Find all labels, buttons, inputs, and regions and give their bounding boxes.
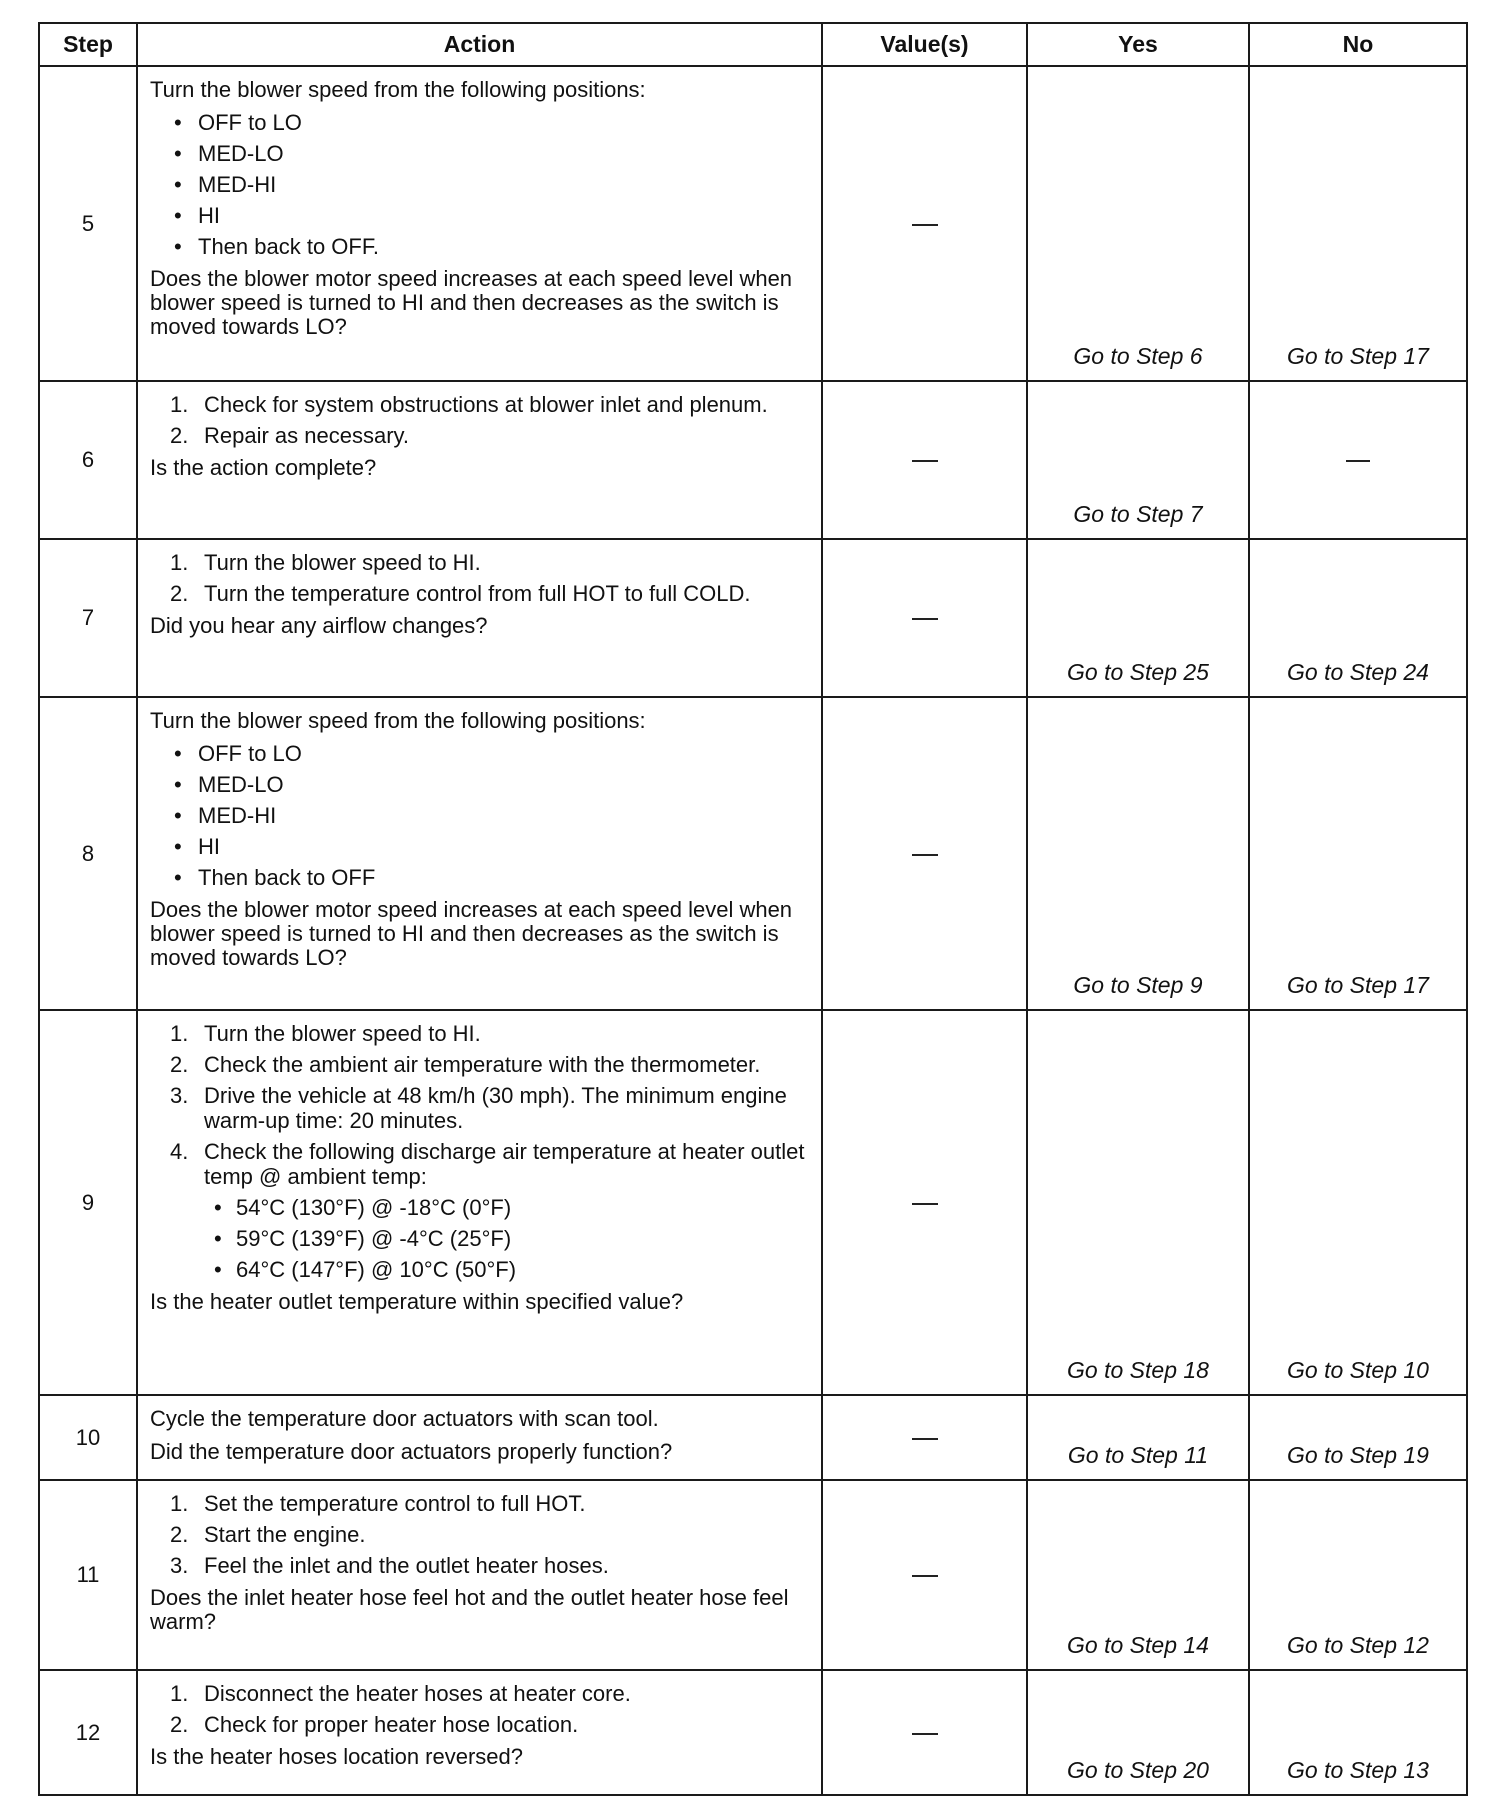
table-row (39, 697, 1467, 1010)
header-row (39, 23, 1467, 66)
value-cell (822, 1395, 1027, 1480)
value-dash (912, 1203, 938, 1205)
bullet-item: • Then back to OFF (174, 865, 376, 890)
table-row (39, 381, 1467, 539)
sub-bullet-item: • 59°C (139°F) @ -4°C (25°F) (214, 1226, 512, 1251)
numbered-item: 2. Check the ambient air temperature with the thermometer. (170, 1052, 761, 1077)
action-question: Is the heater hoses location reversed? (150, 1744, 524, 1769)
no-cell: Go to Step 17 (1249, 697, 1467, 1010)
bullet-item: • HI (174, 203, 220, 228)
action-question: Is the action complete? (150, 455, 377, 480)
value-dash (912, 224, 938, 226)
numbered-item: 1. Check for system obstructions at blower inlet and plenum. (170, 392, 768, 417)
value-cell (822, 1670, 1027, 1795)
numbered-item: 1. Disconnect the heater hoses at heater core. (170, 1681, 631, 1706)
step-number: 5 (39, 66, 137, 381)
table-row (39, 539, 1467, 697)
step-number: 12 (39, 1670, 137, 1795)
value-dash (912, 1575, 938, 1577)
value-cell (822, 66, 1027, 381)
value-dash (912, 618, 938, 620)
bullet-item: • MED-HI (174, 803, 277, 828)
yes-cell: Go to Step 18 (1027, 1010, 1249, 1395)
yes-cell: Go to Step 25 (1027, 539, 1249, 697)
action-cell (137, 1480, 822, 1670)
no-cell: Go to Step 17 (1249, 66, 1467, 381)
no-cell: Go to Step 19 (1249, 1395, 1467, 1480)
no-cell: Go to Step 10 (1249, 1010, 1467, 1395)
action-question: Does the blower motor speed increases at each speed level when blower speed is turned to HI and then decreases as the switch is moved towards LO? (150, 897, 793, 970)
bullet-item: • MED-LO (174, 772, 284, 797)
header-action: Action (137, 23, 822, 66)
step-number: 10 (39, 1395, 137, 1480)
value-cell (822, 1010, 1027, 1395)
action-question: Does the inlet heater hose feel hot and the outlet heater hose feel warm? (150, 1585, 789, 1634)
action-cell (137, 697, 822, 1010)
action-cell (137, 1395, 822, 1480)
value-dash (912, 1438, 938, 1440)
bullet-item: • OFF to LO (174, 110, 302, 135)
value-dash (912, 460, 938, 462)
yes-cell: Go to Step 11 (1027, 1395, 1249, 1480)
yes-cell: Go to Step 6 (1027, 66, 1249, 381)
no-cell: Go to Step 12 (1249, 1480, 1467, 1670)
value-dash (912, 854, 938, 856)
table-row (39, 1010, 1467, 1395)
table-row (39, 1395, 1467, 1480)
action-cell (137, 66, 822, 381)
step-number: 11 (39, 1480, 137, 1670)
step-number: 8 (39, 697, 137, 1010)
action-question: Is the heater outlet temperature within specified value? (150, 1289, 684, 1314)
action-cell (137, 1670, 822, 1795)
action-cell (137, 1010, 822, 1395)
sub-bullet-item: • 64°C (147°F) @ 10°C (50°F) (214, 1257, 517, 1282)
yes-cell: Go to Step 14 (1027, 1480, 1249, 1670)
numbered-item: 3. Feel the inlet and the outlet heater hoses. (170, 1553, 609, 1578)
bullet-item: • HI (174, 834, 220, 859)
value-cell (822, 539, 1027, 697)
action-intro: Turn the blower speed from the following positions: (150, 708, 646, 733)
table-row (39, 1480, 1467, 1670)
numbered-item: 1. Set the temperature control to full HOT. (170, 1491, 586, 1516)
numbered-item: 2. Check for proper heater hose location. (170, 1712, 579, 1737)
no-cell: Go to Step 24 (1249, 539, 1467, 697)
no-cell: Go to Step 13 (1249, 1670, 1467, 1795)
diagnostic-table (38, 22, 1468, 1796)
action-intro: Turn the blower speed from the following positions: (150, 77, 646, 102)
numbered-item: 2. Start the engine. (170, 1522, 366, 1547)
numbered-item: 2. Turn the temperature control from full HOT to full COLD. (170, 581, 751, 606)
action-cell (137, 381, 822, 539)
value-dash (912, 1733, 938, 1735)
value-cell (822, 697, 1027, 1010)
action-question: Does the blower motor speed increases at each speed level when blower speed is turned to HI and then decreases as the switch is moved towards LO? (150, 266, 793, 339)
yes-cell: Go to Step 7 (1027, 381, 1249, 539)
yes-cell: Go to Step 20 (1027, 1670, 1249, 1795)
action-question: Did you hear any airflow changes? (150, 613, 488, 638)
no-cell (1249, 381, 1467, 539)
header-values: Value(s) (822, 23, 1027, 66)
numbered-item: 3. Drive the vehicle at 48 km/h (30 mph). The minimum engine warm-up time: 20 minutes. (170, 1083, 787, 1133)
step-number: 9 (39, 1010, 137, 1395)
value-cell (822, 1480, 1027, 1670)
bullet-item: • MED-HI (174, 172, 277, 197)
header-no: No (1249, 23, 1467, 66)
numbered-item: 1. Turn the blower speed to HI. (170, 1021, 481, 1046)
no-dash (1346, 460, 1370, 462)
table-row (39, 66, 1467, 381)
header-step: Step (39, 23, 137, 66)
action-cell (137, 539, 822, 697)
numbered-item: 4. Check the following discharge air temperature at heater outlet temp @ ambient temp: (170, 1139, 805, 1189)
value-cell (822, 381, 1027, 539)
action-question: Did the temperature door actuators properly function? (150, 1439, 673, 1464)
action-line: Cycle the temperature door actuators with scan tool. (150, 1406, 659, 1431)
bullet-item: • MED-LO (174, 141, 284, 166)
step-number: 7 (39, 539, 137, 697)
numbered-item: 2. Repair as necessary. (170, 423, 410, 448)
sub-bullet-item: • 54°C (130°F) @ -18°C (0°F) (214, 1195, 512, 1220)
bullet-item: • OFF to LO (174, 741, 302, 766)
step-number: 6 (39, 381, 137, 539)
header-yes: Yes (1027, 23, 1249, 66)
table-row (39, 1670, 1467, 1795)
bullet-item: • Then back to OFF. (174, 234, 379, 259)
yes-cell: Go to Step 9 (1027, 697, 1249, 1010)
numbered-item: 1. Turn the blower speed to HI. (170, 550, 481, 575)
